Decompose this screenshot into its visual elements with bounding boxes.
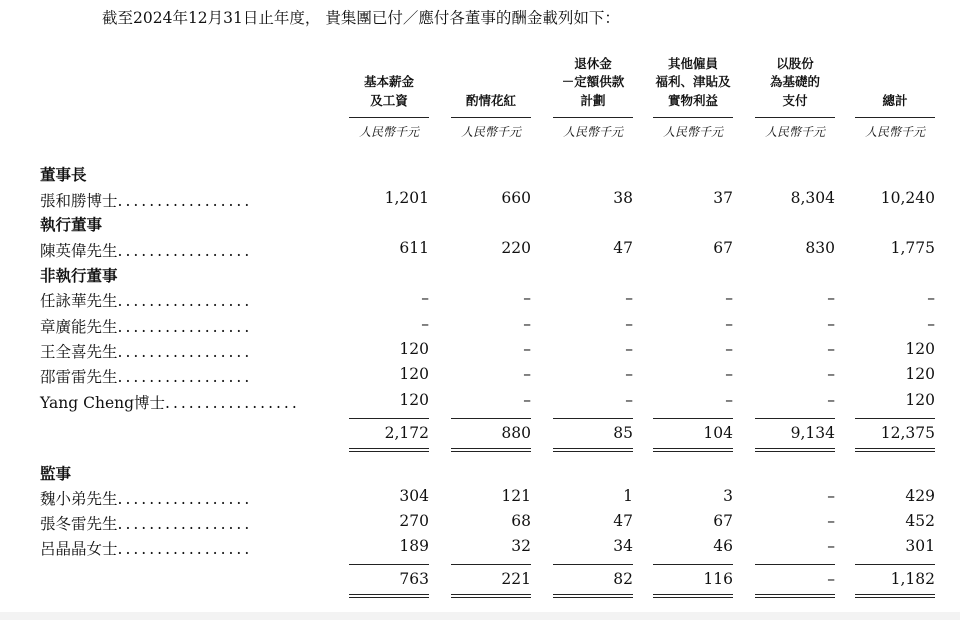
cell-value: – xyxy=(421,289,429,307)
director-name xyxy=(40,189,252,211)
director-name-text: 邵雷雷先生 xyxy=(40,368,118,386)
dot-leader: ................. xyxy=(117,242,253,260)
cell-value: 270 xyxy=(399,512,429,530)
column-header-line: 及工資 xyxy=(370,92,408,108)
page-bottom-band xyxy=(0,612,960,620)
cell-value: 301 xyxy=(905,537,935,555)
cell-value: 67 xyxy=(713,239,733,257)
total-double-rule xyxy=(451,448,531,452)
header-rule xyxy=(349,117,429,118)
total-double-rule xyxy=(451,594,531,598)
total-value: 82 xyxy=(613,570,633,588)
cell-value: 46 xyxy=(713,537,733,555)
cell-value: – xyxy=(725,391,733,409)
header-rule xyxy=(451,117,531,118)
subtotal-rule xyxy=(349,564,429,565)
cell-value: 47 xyxy=(613,512,633,530)
cell-value: 1,201 xyxy=(384,189,429,207)
dot-leader: ................. xyxy=(117,515,253,533)
subtotal-rule xyxy=(553,564,633,565)
intro-text: 截至2024年12月31日止年度， 貴集團已付／應付各董事的酬金載列如下： xyxy=(102,9,620,27)
dot-leader: ................. xyxy=(117,490,253,508)
subtotal-rule xyxy=(451,418,531,419)
column-header xyxy=(643,55,743,111)
header-rule xyxy=(755,117,835,118)
director-name xyxy=(40,487,252,509)
total-value: 221 xyxy=(501,570,531,588)
cell-value: 10,240 xyxy=(880,189,935,207)
cell-value: – xyxy=(725,365,733,383)
subtotal-rule xyxy=(349,418,429,419)
cell-value: – xyxy=(725,289,733,307)
cell-value: 47 xyxy=(613,239,633,257)
cell-value: – xyxy=(523,315,531,333)
director-name-text: 張冬雷先生 xyxy=(40,515,118,533)
header-rule xyxy=(855,117,935,118)
section-heading: 董事長 xyxy=(40,166,87,184)
dot-leader: ................. xyxy=(117,292,253,310)
cell-value: 38 xyxy=(613,189,633,207)
cell-value: 68 xyxy=(511,512,531,530)
column-header-line: 其他僱員 xyxy=(667,55,718,71)
total-value: 104 xyxy=(703,424,733,442)
cell-value: 120 xyxy=(905,365,935,383)
director-name-text: 章廣能先生 xyxy=(40,318,118,336)
subtotal-rule xyxy=(553,418,633,419)
subtotal-rule xyxy=(855,418,935,419)
column-header-line: 總計 xyxy=(882,92,908,108)
subtotal-rule xyxy=(855,564,935,565)
column-header xyxy=(339,73,439,110)
cell-value: – xyxy=(927,315,935,333)
cell-value: – xyxy=(827,365,835,383)
director-name xyxy=(40,239,252,261)
cell-value: – xyxy=(523,289,531,307)
section-heading: 監事 xyxy=(40,465,72,483)
total-double-rule xyxy=(755,594,835,598)
total-double-rule xyxy=(349,448,429,452)
unit-label: 人民幣千元 xyxy=(460,125,521,139)
column-header xyxy=(441,92,541,111)
cell-value: – xyxy=(523,391,531,409)
total-double-rule xyxy=(349,594,429,598)
cell-value: 120 xyxy=(399,340,429,358)
column-header-line: 計劃 xyxy=(580,92,606,108)
column-header-line: 以股份 xyxy=(776,55,814,71)
dot-leader: ................. xyxy=(165,394,300,412)
director-name-text: 魏小弟先生 xyxy=(40,490,118,508)
cell-value: 429 xyxy=(905,487,935,505)
header-rule xyxy=(653,117,733,118)
cell-value: – xyxy=(827,340,835,358)
director-name-text: 呂晶晶女士 xyxy=(40,540,118,558)
director-name xyxy=(40,391,300,413)
cell-value: 32 xyxy=(511,537,531,555)
total-double-rule xyxy=(553,448,633,452)
header-rule xyxy=(553,117,633,118)
total-double-rule xyxy=(553,594,633,598)
column-header xyxy=(543,55,643,111)
cell-value: – xyxy=(625,315,633,333)
cell-value: 452 xyxy=(905,512,935,530)
cell-value: 611 xyxy=(399,239,429,257)
cell-value: 120 xyxy=(905,391,935,409)
cell-value: – xyxy=(827,315,835,333)
section-heading: 執行董事 xyxy=(40,216,103,234)
director-name-text: 陳英偉先生 xyxy=(40,242,118,260)
subtotal-rule xyxy=(653,564,733,565)
director-name xyxy=(40,289,252,311)
unit-label: 人民幣千元 xyxy=(562,125,623,139)
column-header-line: 福利、津貼及 xyxy=(655,74,731,89)
subtotal-rule xyxy=(451,564,531,565)
unit-label: 人民幣千元 xyxy=(764,125,825,139)
cell-value: – xyxy=(625,289,633,307)
total-double-rule xyxy=(653,448,733,452)
column-header-line: 實物利益 xyxy=(667,92,718,108)
director-name xyxy=(40,315,252,337)
column-header-line: 支付 xyxy=(782,92,808,108)
total-double-rule xyxy=(653,594,733,598)
total-value: 763 xyxy=(399,570,429,588)
cell-value: – xyxy=(523,340,531,358)
director-name xyxy=(40,537,252,559)
cell-value: 660 xyxy=(501,189,531,207)
cell-value: 8,304 xyxy=(790,189,835,207)
column-header-line: 酌情花紅 xyxy=(465,92,516,108)
cell-value: 34 xyxy=(613,537,633,555)
total-double-rule xyxy=(755,448,835,452)
total-value: 116 xyxy=(703,570,733,588)
cell-value: – xyxy=(625,391,633,409)
cell-value: – xyxy=(421,315,429,333)
column-header xyxy=(745,55,845,111)
cell-value: 121 xyxy=(501,487,531,505)
total-value: – xyxy=(827,570,835,588)
unit-label: 人民幣千元 xyxy=(358,125,419,139)
column-header-line: 為基礎的 xyxy=(769,74,820,89)
column-header xyxy=(845,92,945,111)
cell-value: – xyxy=(827,512,835,530)
director-name xyxy=(40,365,252,387)
cell-value: 120 xyxy=(905,340,935,358)
director-name-text: 任詠華先生 xyxy=(40,292,118,310)
dot-leader: ................. xyxy=(117,368,253,386)
director-name-text: 張和勝博士 xyxy=(40,192,118,210)
dot-leader: ................. xyxy=(117,540,253,558)
dot-leader: ................. xyxy=(117,343,253,361)
dot-leader: ................. xyxy=(117,192,253,210)
total-value: 12,375 xyxy=(880,424,935,442)
cell-value: – xyxy=(725,315,733,333)
cell-value: 304 xyxy=(399,487,429,505)
cell-value: – xyxy=(625,340,633,358)
cell-value: 3 xyxy=(723,487,733,505)
cell-value: – xyxy=(827,289,835,307)
subtotal-rule xyxy=(653,418,733,419)
cell-value: 830 xyxy=(805,239,835,257)
cell-value: 67 xyxy=(713,512,733,530)
total-value: 9,134 xyxy=(790,424,835,442)
director-name-text: Yang Cheng博士 xyxy=(40,394,166,412)
cell-value: 37 xyxy=(713,189,733,207)
cell-value: – xyxy=(827,391,835,409)
cell-value: 1 xyxy=(623,487,633,505)
column-header-line: －定額供款 xyxy=(561,74,625,89)
cell-value: – xyxy=(827,487,835,505)
cell-value: 189 xyxy=(399,537,429,555)
cell-value: – xyxy=(625,365,633,383)
total-double-rule xyxy=(855,448,935,452)
total-value: 1,182 xyxy=(890,570,935,588)
cell-value: 220 xyxy=(501,239,531,257)
unit-label: 人民幣千元 xyxy=(864,125,925,139)
director-name xyxy=(40,340,252,362)
cell-value: 120 xyxy=(399,365,429,383)
dot-leader: ................. xyxy=(117,318,253,336)
subtotal-rule xyxy=(755,564,835,565)
cell-value: 1,775 xyxy=(890,239,935,257)
cell-value: 120 xyxy=(399,391,429,409)
cell-value: – xyxy=(827,537,835,555)
cell-value: – xyxy=(523,365,531,383)
director-name-text: 王全喜先生 xyxy=(40,343,118,361)
total-double-rule xyxy=(855,594,935,598)
cell-value: – xyxy=(725,340,733,358)
director-name xyxy=(40,512,252,534)
column-header-line: 退休金 xyxy=(574,55,612,71)
total-value: 880 xyxy=(501,424,531,442)
subtotal-rule xyxy=(755,418,835,419)
total-value: 2,172 xyxy=(384,424,429,442)
section-heading: 非執行董事 xyxy=(40,267,118,285)
total-value: 85 xyxy=(613,424,633,442)
unit-label: 人民幣千元 xyxy=(662,125,723,139)
column-header-line: 基本薪金 xyxy=(363,74,414,89)
cell-value: – xyxy=(927,289,935,307)
